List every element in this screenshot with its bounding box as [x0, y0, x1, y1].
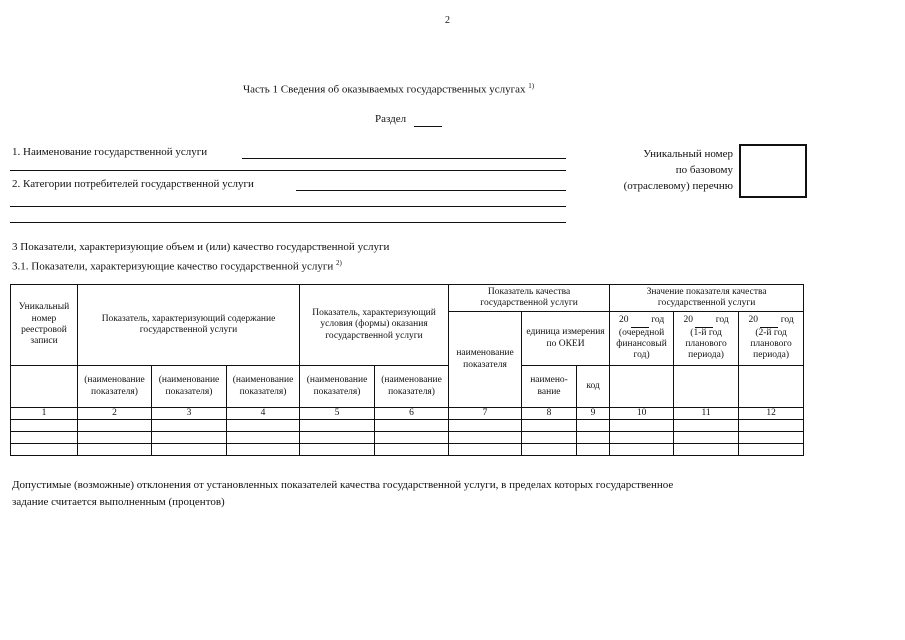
- col-number: 11: [674, 408, 739, 420]
- col-number: 2: [78, 408, 152, 420]
- table-row[interactable]: [11, 420, 804, 432]
- col-indicator-value: Значение показателя качества государственной услуги: [610, 285, 804, 312]
- field-consumers-line-2[interactable]: [10, 206, 566, 207]
- col-number: 3: [152, 408, 227, 420]
- col-number: 1: [11, 408, 78, 420]
- col-indicator-name: наименование показателя: [449, 312, 522, 408]
- col-year-3-sub: [739, 366, 804, 408]
- col-content-indicator: Показатель, характеризующий содержание государственной услуги: [78, 285, 300, 366]
- unique-number-label: Уникальный номер по базовому (отраслевому) перечню: [623, 148, 733, 192]
- col-number: 7: [449, 408, 522, 420]
- col-year-2-sub: [674, 366, 739, 408]
- field-service-name: 1. Наименование государственной услуги: [12, 146, 208, 158]
- heading-3-1: 3.1. Показатели, характеризующие качество государственной услуги $^{2)}$: [12, 259, 342, 273]
- field-consumers-line-3[interactable]: [10, 222, 566, 223]
- col-content-sub-2: (наименование показателя): [152, 366, 227, 408]
- col-number: 12: [739, 408, 804, 420]
- col-unit-code: код: [577, 366, 610, 408]
- unique-number-box[interactable]: [739, 144, 807, 198]
- section-label: Раздел: [375, 113, 407, 125]
- col-unique-number: Уникальный номер реестровой записи: [11, 285, 78, 366]
- col-year-1-sub: [610, 366, 674, 408]
- section-underline: [414, 126, 442, 127]
- field-consumers-line[interactable]: [296, 190, 566, 191]
- field-service-name-line[interactable]: [242, 158, 566, 159]
- col-content-sub-3: (наименование показателя): [227, 366, 300, 408]
- col-number: 4: [227, 408, 300, 420]
- col-number: 8: [522, 408, 577, 420]
- heading-3: 3 Показатели, характеризующие объем и (или) качество государственной услуги: [12, 241, 390, 253]
- table-row[interactable]: [11, 432, 804, 444]
- col-year-2: 20 год (1-й год планового периода): [674, 312, 739, 366]
- col-quality-indicator: Показатель качества государственной услуги: [449, 285, 610, 312]
- col-number: 9: [577, 408, 610, 420]
- col-unique-sub: [11, 366, 78, 408]
- col-conditions-sub-2: (наименование показателя): [375, 366, 449, 408]
- deviation-text: Допустимые (возможные) отклонения от установленных показателей качества государственной услуги, в пределах которых государственное задание считается выполненным (процентов): [12, 479, 674, 508]
- col-number: 6: [375, 408, 449, 420]
- page-number: 2: [445, 15, 450, 26]
- col-year-3: 20 год (2-й год планового периода): [739, 312, 804, 366]
- table-row[interactable]: [11, 444, 804, 456]
- col-year-1: 20 год (очередной финансовый год): [610, 312, 674, 366]
- col-number: 5: [300, 408, 375, 420]
- part-title: Часть 1 Сведения об оказываемых государственных услугах $^{1)}$: [243, 82, 535, 96]
- table-number-row: [11, 408, 804, 420]
- col-conditions-indicator: Показатель, характеризующий условия (формы) оказания государственной услуги: [300, 285, 449, 366]
- col-conditions-sub-1: (наименование показателя): [300, 366, 375, 408]
- col-number: 10: [610, 408, 674, 420]
- col-unit-okei: единица измерения по ОКЕИ: [522, 312, 610, 366]
- field-consumers: 2. Категории потребителей государственной услуги: [12, 178, 254, 190]
- col-unit-name: наимено- вание: [522, 366, 577, 408]
- quality-table: [10, 284, 804, 456]
- field-service-name-line-2[interactable]: [10, 170, 566, 171]
- col-content-sub-1: (наименование показателя): [78, 366, 152, 408]
